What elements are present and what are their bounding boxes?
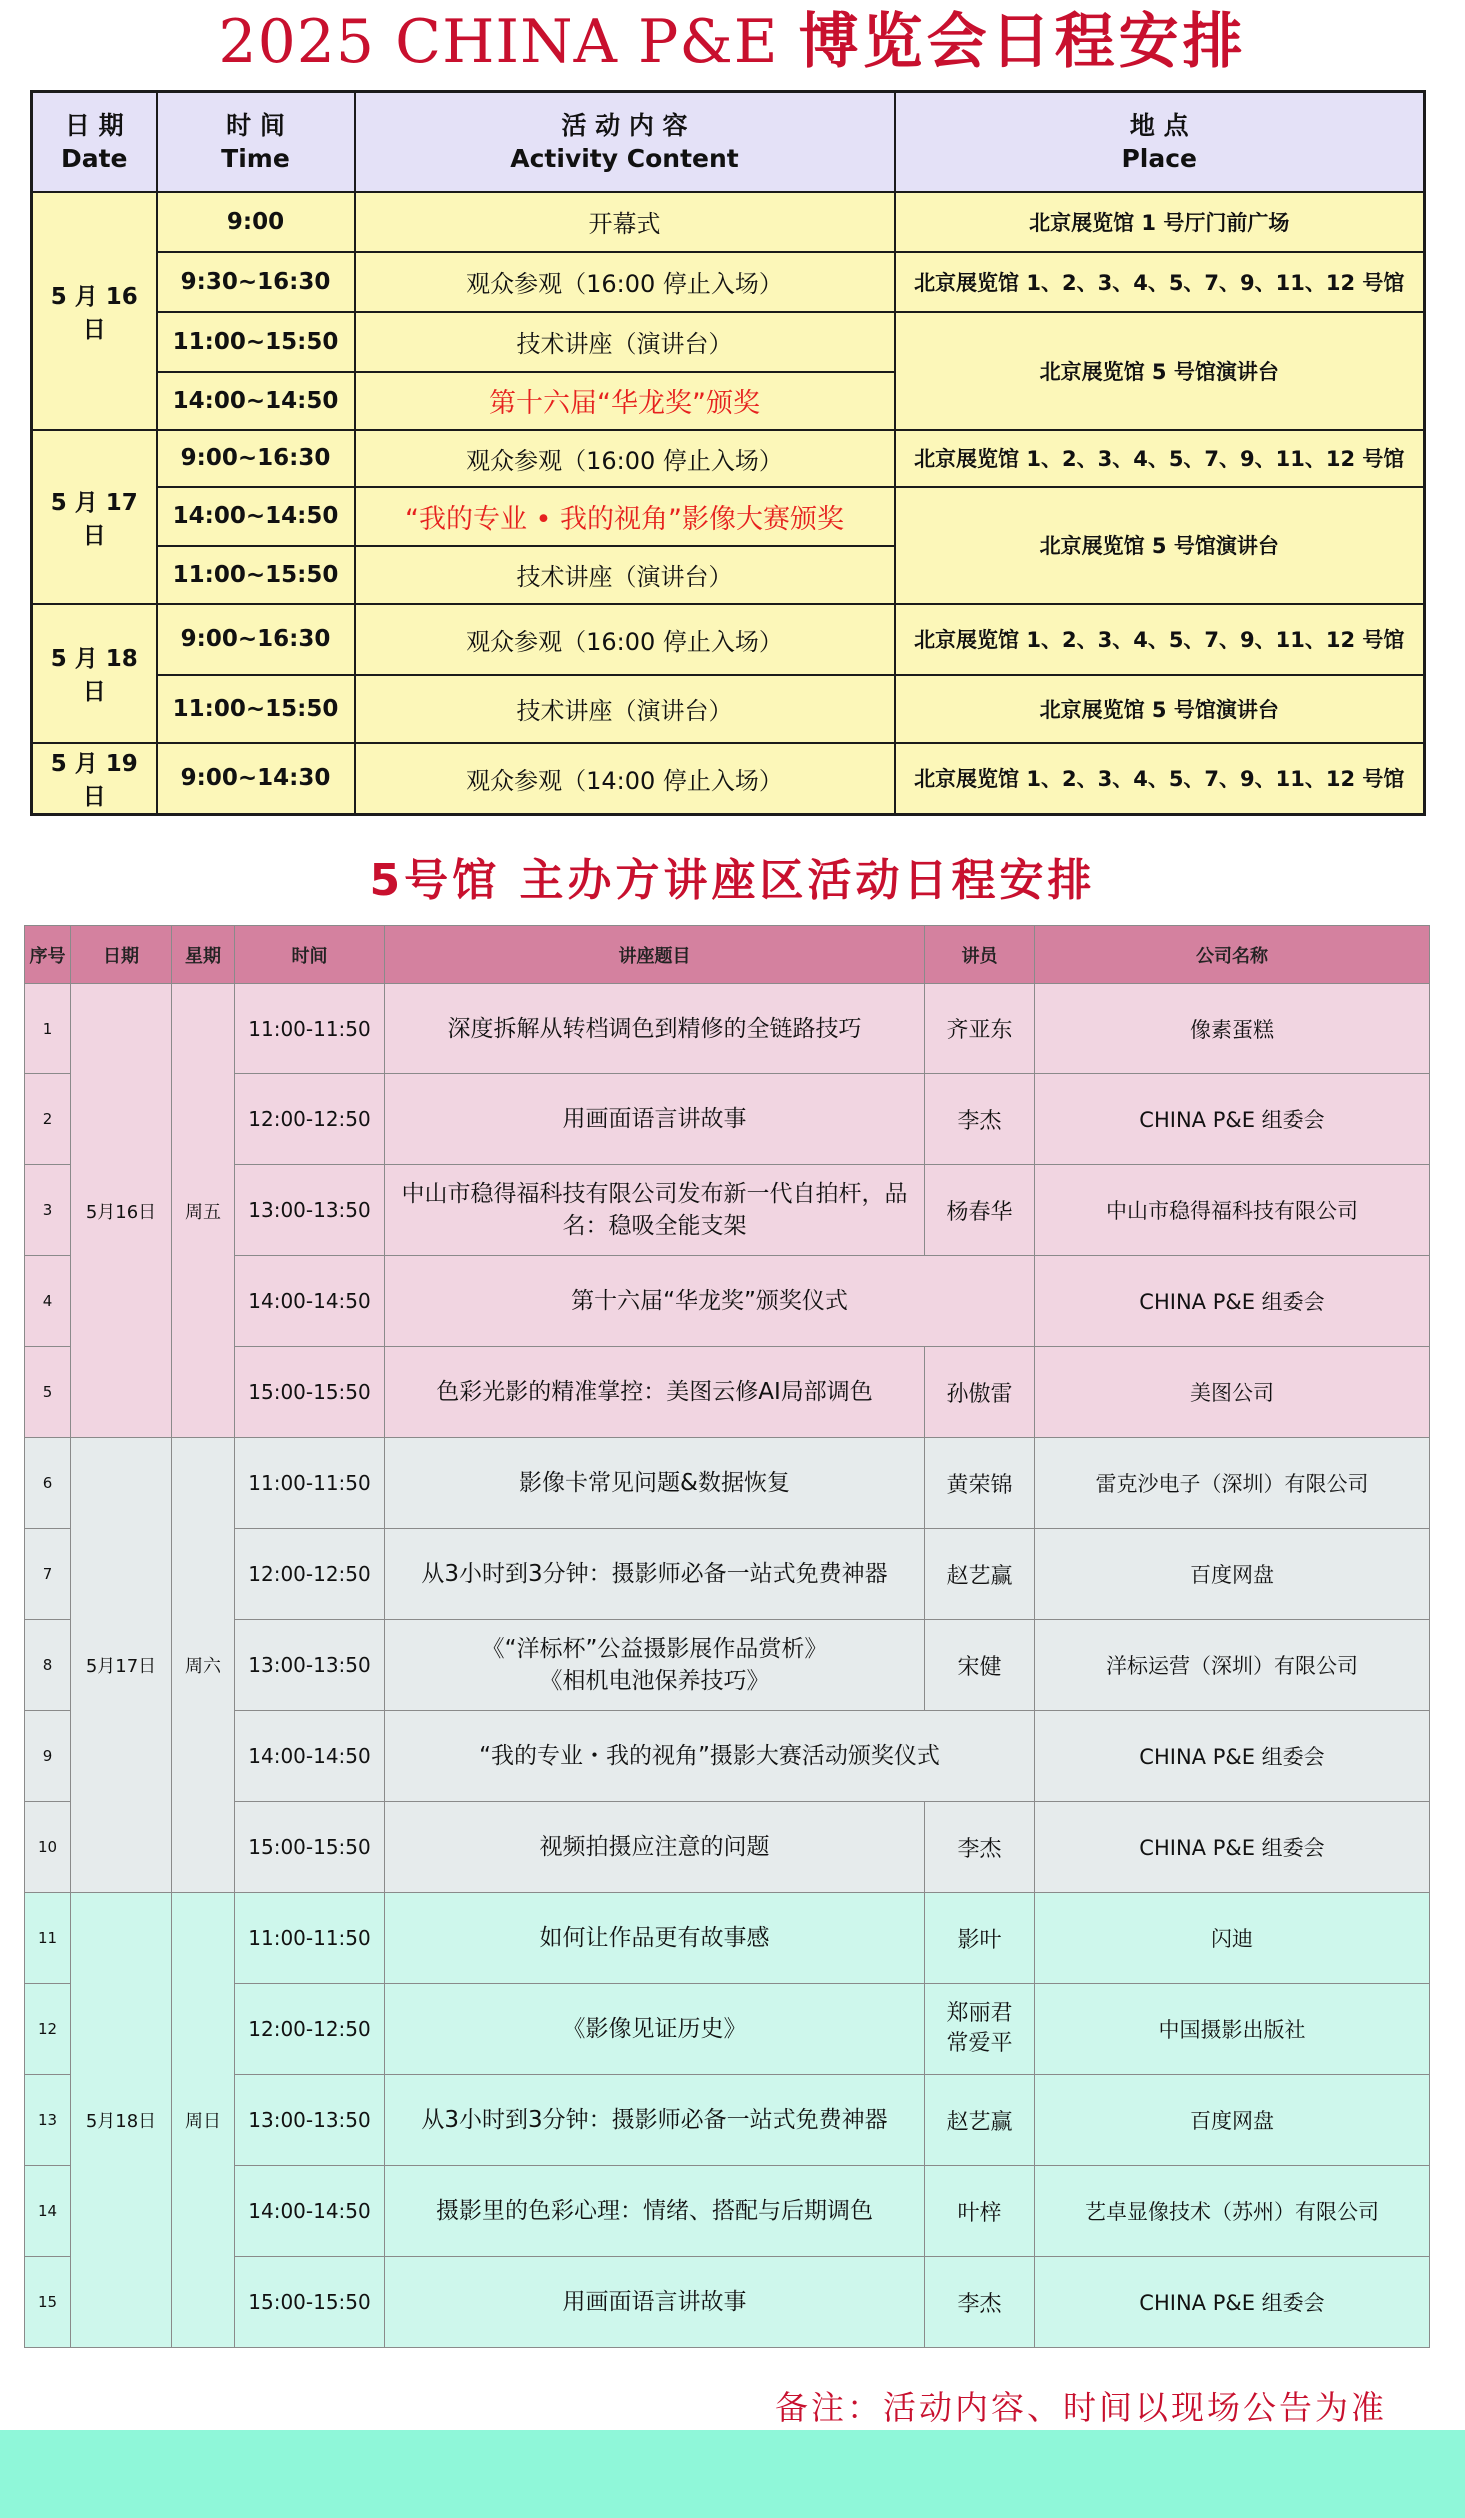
- bottom-band: [0, 2430, 1465, 2518]
- lecture-weekday: 周六: [172, 1438, 235, 1893]
- lecture-topic: 如何让作品更有故事感: [385, 1893, 925, 1984]
- lecture-topic: 色彩光影的精准掌控：美图云修AI局部调色: [385, 1347, 925, 1438]
- schedule-place: 北京展览馆 1、2、3、4、5、7、9、11、12 号馆: [895, 252, 1425, 312]
- lecture-no: 15: [25, 2257, 71, 2348]
- lecture-topic: 深度拆解从转档调色到精修的全链路技巧: [385, 984, 925, 1074]
- lecture-time: 15:00-15:50: [235, 1347, 385, 1438]
- lecture-no: 6: [25, 1438, 71, 1529]
- expo-schedule-table: [30, 90, 1426, 816]
- lecture-company: 百度网盘: [1035, 1529, 1430, 1620]
- header-date: 日期: [71, 926, 172, 984]
- hall5-lecture-table: [24, 925, 1430, 2348]
- lecture-date: 5月17日: [71, 1438, 172, 1893]
- schedule-place: 北京展览馆 1 号厅门前广场: [895, 192, 1425, 252]
- schedule-activity: 观众参观（16:00 停止入场）: [355, 430, 895, 487]
- schedule-title-en: 2025 CHINA P&E: [218, 7, 779, 77]
- schedule-activity-highlight: 第十六届“华龙奖”颁奖: [355, 372, 895, 430]
- schedule-row: [32, 252, 1425, 312]
- lecture-row: [25, 1438, 1430, 1529]
- lecture-topic: 用画面语言讲故事: [385, 2257, 925, 2348]
- lecture-speaker: 黄荣锦: [925, 1438, 1035, 1529]
- schedule-activity: 观众参观（14:00 停止入场）: [355, 743, 895, 815]
- lecture-time: 12:00-12:50: [235, 1074, 385, 1165]
- lecture-no: 8: [25, 1620, 71, 1711]
- lecture-company: 中国摄影出版社: [1035, 1984, 1430, 2075]
- lecture-time: 15:00-15:50: [235, 2257, 385, 2348]
- lecture-company: 美图公司: [1035, 1347, 1430, 1438]
- schedule-time: 9:00~14:30: [157, 743, 355, 815]
- lecture-no: 3: [25, 1165, 71, 1256]
- lecture-speaker: 叶梓: [925, 2166, 1035, 2257]
- lecture-topic-line: 《相机电池保养技巧》: [539, 1668, 770, 1694]
- header-date: 日 期 Date: [32, 92, 157, 192]
- lecture-time: 11:00-11:50: [235, 984, 385, 1074]
- lecture-no: 13: [25, 2075, 71, 2166]
- schedule-place: 北京展览馆 5 号馆演讲台: [895, 487, 1425, 604]
- lecture-time: 13:00-13:50: [235, 1620, 385, 1711]
- header-speaker: 讲员: [925, 926, 1035, 984]
- lecture-weekday: 周日: [172, 1893, 235, 2348]
- schedule-activity: 技术讲座（演讲台）: [355, 546, 895, 604]
- lecture-company: CHINA P&E 组委会: [1035, 1256, 1430, 1347]
- schedule-time: 14:00~14:50: [157, 487, 355, 546]
- lecture-speaker: 杨春华: [925, 1165, 1035, 1256]
- schedule-row: [32, 675, 1425, 743]
- lecture-no: 1: [25, 984, 71, 1074]
- lecture-row: [25, 2166, 1430, 2257]
- schedule-place: 北京展览馆 1、2、3、4、5、7、9、11、12 号馆: [895, 430, 1425, 487]
- schedule-time: 11:00~15:50: [157, 546, 355, 604]
- lecture-speaker: 孙傲雷: [925, 1347, 1035, 1438]
- lecture-time: 14:00-14:50: [235, 1256, 385, 1347]
- lecture-no: 14: [25, 2166, 71, 2257]
- schedule-time: 9:00~16:30: [157, 604, 355, 675]
- lecture-row: [25, 1620, 1430, 1711]
- lecture-row: [25, 984, 1430, 1074]
- schedule-title: [0, 4, 1465, 80]
- hall5-title: 5号馆 主办方讲座区活动日程安排: [369, 855, 1096, 906]
- lecture-company: 艺卓显像技术（苏州）有限公司: [1035, 2166, 1430, 2257]
- lecture-topic: 中山市稳得福科技有限公司发布新一代自拍杆，品名：稳吸全能支架: [385, 1165, 925, 1256]
- schedule-date: 5 月 16 日: [32, 192, 157, 430]
- lecture-row: [25, 1256, 1430, 1347]
- lecture-company: CHINA P&E 组委会: [1035, 1074, 1430, 1165]
- lecture-topic: 视频拍摄应注意的问题: [385, 1802, 925, 1893]
- lecture-speaker-line: 郑丽君: [946, 2001, 1013, 2026]
- schedule-time: 9:00: [157, 192, 355, 252]
- lecture-row: [25, 2075, 1430, 2166]
- lecture-company: 洋标运营（深圳）有限公司: [1035, 1620, 1430, 1711]
- schedule-date: 5 月 17 日: [32, 430, 157, 604]
- schedule-place: 北京展览馆 5 号馆演讲台: [895, 675, 1425, 743]
- schedule-activity: 开幕式: [355, 192, 895, 252]
- lecture-time: 13:00-13:50: [235, 2075, 385, 2166]
- lecture-time: 12:00-12:50: [235, 1984, 385, 2075]
- lecture-date: 5月16日: [71, 984, 172, 1438]
- header-topic: 讲座题目: [385, 926, 925, 984]
- schedule-date: 5 月 19 日: [32, 743, 157, 815]
- header-weekday: 星期: [172, 926, 235, 984]
- lecture-company: CHINA P&E 组委会: [1035, 1802, 1430, 1893]
- lecture-no: 5: [25, 1347, 71, 1438]
- schedule-place: 北京展览馆 1、2、3、4、5、7、9、11、12 号馆: [895, 604, 1425, 675]
- lecture-topic: 从3小时到3分钟：摄影师必备一站式免费神器: [385, 1529, 925, 1620]
- footnote: 备注：活动内容、时间以现场公告为准: [775, 2388, 1387, 2427]
- header-no: 序号: [25, 926, 71, 984]
- lecture-time: 12:00-12:50: [235, 1529, 385, 1620]
- lecture-company: 百度网盘: [1035, 2075, 1430, 2166]
- lecture-company: 中山市稳得福科技有限公司: [1035, 1165, 1430, 1256]
- lecture-row: [25, 2257, 1430, 2348]
- lecture-row: [25, 1893, 1430, 1984]
- header-time: 时间: [235, 926, 385, 984]
- lecture-speaker: 赵艺赢: [925, 1529, 1035, 1620]
- lecture-company: CHINA P&E 组委会: [1035, 2257, 1430, 2348]
- schedule-time: 14:00~14:50: [157, 372, 355, 430]
- lecture-row: [25, 1711, 1430, 1802]
- lecture-time: 15:00-15:50: [235, 1802, 385, 1893]
- schedule-time: 9:00~16:30: [157, 430, 355, 487]
- schedule-activity: 技术讲座（演讲台）: [355, 675, 895, 743]
- lecture-company: 像素蛋糕: [1035, 984, 1430, 1074]
- schedule-place: 北京展览馆 5 号馆演讲台: [895, 312, 1425, 430]
- schedule-row: [32, 743, 1425, 815]
- schedule-activity: 观众参观（16:00 停止入场）: [355, 604, 895, 675]
- lecture-time: 13:00-13:50: [235, 1165, 385, 1256]
- lecture-speaker: 李杰: [925, 1802, 1035, 1893]
- lecture-speaker: 李杰: [925, 1074, 1035, 1165]
- lecture-company: 闪迪: [1035, 1893, 1430, 1984]
- lecture-speaker: 影叶: [925, 1893, 1035, 1984]
- schedule-row: [32, 192, 1425, 252]
- schedule-row: [32, 604, 1425, 675]
- lecture-topic: “我的专业・我的视角”摄影大赛活动颁奖仪式: [385, 1711, 1035, 1802]
- lecture-speaker: 赵艺赢: [925, 2075, 1035, 2166]
- lecture-no: 7: [25, 1529, 71, 1620]
- lecture-no: 10: [25, 1802, 71, 1893]
- lecture-topic: 《影像见证历史》: [385, 1984, 925, 2075]
- lecture-no: 9: [25, 1711, 71, 1802]
- lecture-row: [25, 1165, 1430, 1256]
- schedule-activity: 技术讲座（演讲台）: [355, 312, 895, 372]
- lecture-topic: 从3小时到3分钟：摄影师必备一站式免费神器: [385, 2075, 925, 2166]
- schedule-activity: 观众参观（16:00 停止入场）: [355, 252, 895, 312]
- schedule-title-cn: 博览会日程安排: [798, 7, 1247, 77]
- lecture-topic: [385, 1620, 925, 1711]
- schedule-activity-highlight: “我的专业 • 我的视角”影像大赛颁奖: [355, 487, 895, 546]
- lecture-speaker: 齐亚东: [925, 984, 1035, 1074]
- header-place: 地 点 Place: [895, 92, 1425, 192]
- schedule-header-row: [32, 92, 1425, 192]
- lecture-topic: 用画面语言讲故事: [385, 1074, 925, 1165]
- lecture-no: 2: [25, 1074, 71, 1165]
- lecture-header-row: [25, 926, 1430, 984]
- lecture-no: 11: [25, 1893, 71, 1984]
- lecture-time: 11:00-11:50: [235, 1893, 385, 1984]
- lecture-time: 14:00-14:50: [235, 2166, 385, 2257]
- lecture-row: [25, 1802, 1430, 1893]
- lecture-speaker-line: 常爱平: [946, 2031, 1013, 2056]
- schedule-time: 11:00~15:50: [157, 312, 355, 372]
- schedule-row: [32, 430, 1425, 487]
- lecture-row: [25, 1347, 1430, 1438]
- lecture-speaker: 李杰: [925, 2257, 1035, 2348]
- lecture-topic: 第十六届“华龙奖”颁奖仪式: [385, 1256, 1035, 1347]
- lecture-topic: 影像卡常见问题&数据恢复: [385, 1438, 925, 1529]
- lecture-speaker: [925, 1984, 1035, 2075]
- lecture-topic: 摄影里的色彩心理：情绪、搭配与后期调色: [385, 2166, 925, 2257]
- header-time: 时 间 Time: [157, 92, 355, 192]
- lecture-row: [25, 1074, 1430, 1165]
- schedule-row: [32, 487, 1425, 546]
- lecture-row: [25, 1984, 1430, 2075]
- lecture-row: [25, 1529, 1430, 1620]
- lecture-company: 雷克沙电子（深圳）有限公司: [1035, 1438, 1430, 1529]
- header-company: 公司名称: [1035, 926, 1430, 984]
- lecture-topic-line: 《“洋标杯”公益摄影展作品赏析》: [481, 1636, 828, 1662]
- schedule-time: 9:30~16:30: [157, 252, 355, 312]
- schedule-time: 11:00~15:50: [157, 675, 355, 743]
- schedule-place: 北京展览馆 1、2、3、4、5、7、9、11、12 号馆: [895, 743, 1425, 815]
- lecture-no: 12: [25, 1984, 71, 2075]
- lecture-speaker: 宋健: [925, 1620, 1035, 1711]
- lecture-weekday: 周五: [172, 984, 235, 1438]
- lecture-company: CHINA P&E 组委会: [1035, 1711, 1430, 1802]
- lecture-no: 4: [25, 1256, 71, 1347]
- lecture-time: 11:00-11:50: [235, 1438, 385, 1529]
- schedule-row: [32, 312, 1425, 372]
- lecture-time: 14:00-14:50: [235, 1711, 385, 1802]
- lecture-date: 5月18日: [71, 1893, 172, 2348]
- schedule-date: 5 月 18 日: [32, 604, 157, 743]
- header-activity: 活 动 内 容 Activity Content: [355, 92, 895, 192]
